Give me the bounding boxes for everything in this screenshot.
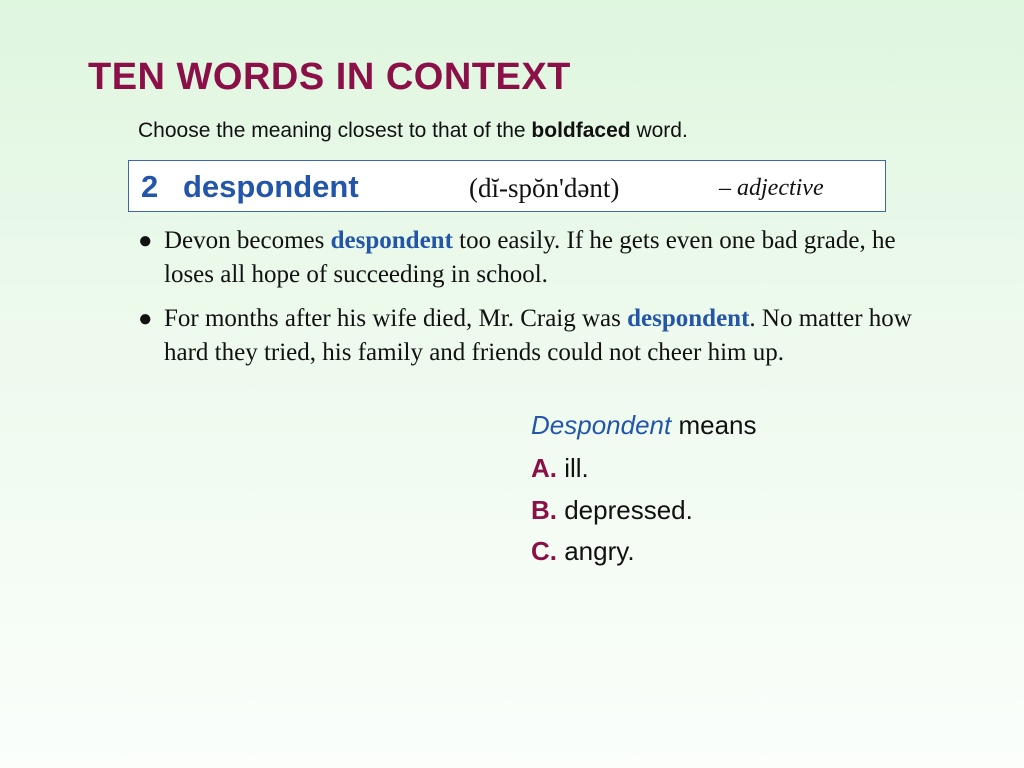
option-b-letter: B. bbox=[531, 495, 557, 525]
question-prompt bbox=[531, 410, 757, 441]
answer-option-a[interactable] bbox=[531, 453, 589, 484]
example-1-after: too easily. If he gets even one bad grade, he loses all hope of succeeding in school. bbox=[164, 227, 896, 288]
bullet-icon: ● bbox=[138, 306, 153, 332]
instruction-text bbox=[138, 119, 688, 143]
slide-title: TEN WORDS IN CONTEXT bbox=[88, 56, 571, 98]
pronunciation: (dĭ-spŏn'dənt) bbox=[469, 173, 620, 203]
question-word: Despondent bbox=[531, 410, 672, 440]
option-b-text: depressed. bbox=[557, 495, 693, 525]
example-sentence-1 bbox=[138, 224, 918, 292]
vocabulary-word-box bbox=[128, 160, 886, 212]
vocabulary-word: despondent bbox=[183, 169, 359, 204]
example-1-keyword: despondent bbox=[330, 227, 453, 254]
option-a-text: ill. bbox=[557, 453, 589, 483]
example-2-after: . No matter how hard they tried, his family and friends could not cheer him up. bbox=[164, 305, 912, 366]
answer-option-b[interactable] bbox=[531, 495, 693, 526]
example-2-keyword: despondent bbox=[627, 305, 750, 332]
example-2-before: For months after his wife died, Mr. Craig was bbox=[164, 305, 628, 332]
word-number: 2 bbox=[141, 169, 159, 204]
example-sentence-2 bbox=[138, 302, 918, 370]
option-c-text: angry. bbox=[557, 536, 635, 566]
question-rest: means bbox=[671, 410, 757, 440]
bullet-icon: ● bbox=[138, 228, 153, 254]
answer-option-c[interactable] bbox=[531, 536, 635, 567]
instruction-before: Choose the meaning closest to that of the bbox=[138, 119, 532, 142]
example-1-before: Devon becomes bbox=[164, 227, 331, 254]
option-c-letter: C. bbox=[531, 536, 557, 566]
option-a-letter: A. bbox=[531, 453, 557, 483]
instruction-after: word. bbox=[630, 119, 688, 142]
part-of-speech: – adjective bbox=[719, 175, 824, 201]
instruction-bold-word: boldfaced bbox=[531, 119, 631, 142]
